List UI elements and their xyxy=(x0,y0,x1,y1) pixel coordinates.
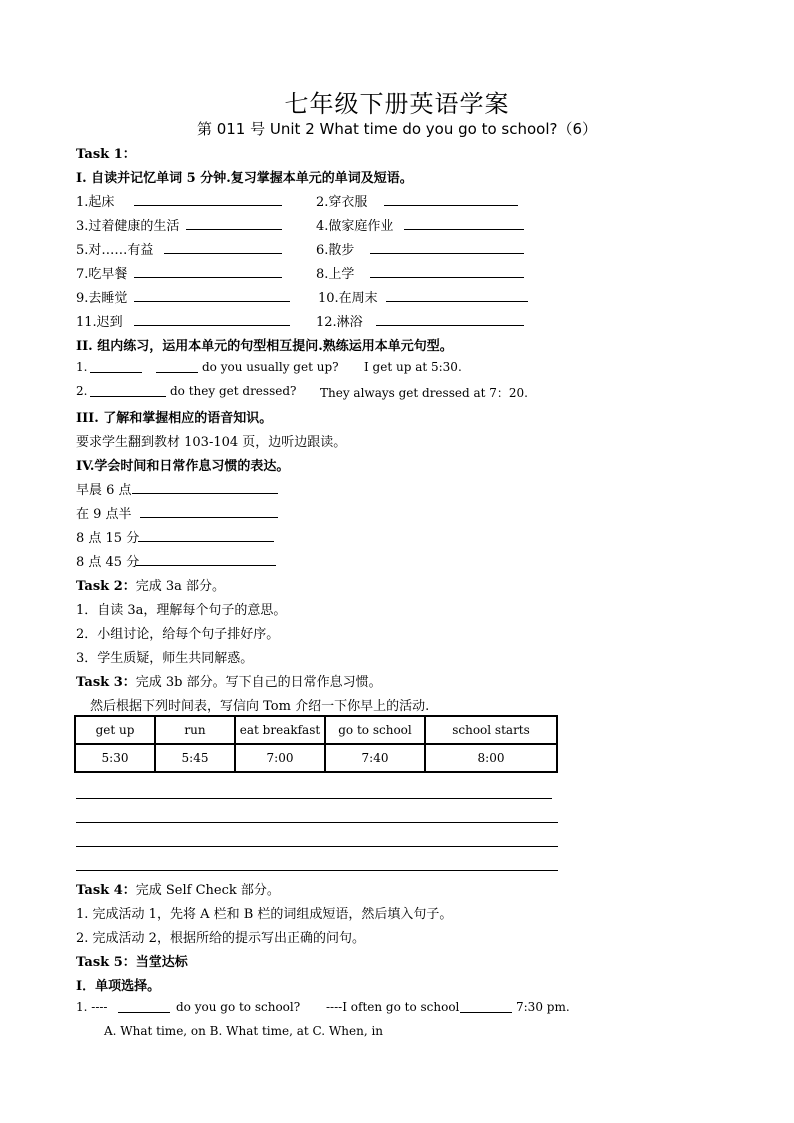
mcq1-num: 1. ---- xyxy=(76,1000,108,1014)
task1-label: Task 1： xyxy=(76,147,136,162)
task2-item: 1．自读 3a，理解每个句子的意思。 xyxy=(76,603,287,618)
vocab-blank[interactable] xyxy=(134,265,282,278)
vocab-blank[interactable] xyxy=(370,265,524,278)
schedule-table xyxy=(74,715,558,773)
writing-line[interactable] xyxy=(76,798,552,799)
task5-section1-heading: I．单项选择。 xyxy=(76,979,161,994)
vocab-blank[interactable] xyxy=(134,193,282,206)
mcq1-mid: do you go to school? xyxy=(176,1000,301,1014)
time-blank[interactable] xyxy=(132,481,278,494)
vocab-blank[interactable] xyxy=(134,289,290,302)
writing-line[interactable] xyxy=(76,822,558,823)
task2-line xyxy=(76,575,225,594)
vocab-blank[interactable] xyxy=(404,217,524,230)
vocab-item: 11.迟到 xyxy=(76,315,123,330)
table-cell: 8:00 xyxy=(425,744,557,772)
mcq1-options[interactable]: A. What time, on B. What time, at C. When, in xyxy=(104,1024,384,1038)
table-row xyxy=(75,716,557,744)
mcq1-end: 7:30 pm. xyxy=(516,1000,570,1014)
vocab-item: 12.淋浴 xyxy=(316,315,363,330)
vocab-item: 8.上学 xyxy=(316,267,355,282)
vocab-item: 1.起床 xyxy=(76,195,115,210)
vocab-item: 10.在周末 xyxy=(318,291,378,306)
task4-item: 2. 完成活动 2，根据所给的提示写出正确的问句。 xyxy=(76,931,365,946)
vocab-blank[interactable] xyxy=(134,313,290,326)
vocab-item: 7.吃早餐 xyxy=(76,267,128,282)
task1-section3-text: 要求学生翻到教材 103-104 页，边听边跟读。 xyxy=(76,435,347,450)
practice-q1-answer: I get up at 5:30. xyxy=(364,360,462,374)
practice-q2-num: 2. xyxy=(76,384,88,398)
table-cell: 5:30 xyxy=(75,744,155,772)
task3-line xyxy=(76,671,382,690)
practice-q2-answer: They always get dressed at 7：20. xyxy=(320,386,528,400)
table-header-cell: eat breakfast xyxy=(235,716,325,744)
vocab-item: 6.散步 xyxy=(316,243,355,258)
table-cell: 7:00 xyxy=(235,744,325,772)
practice-q1-blank-2[interactable] xyxy=(156,360,198,373)
vocab-item: 2.穿衣服 xyxy=(316,195,368,210)
practice-q1-text: do you usually get up? xyxy=(202,360,339,374)
time-blank[interactable] xyxy=(140,505,278,518)
task1-section3-heading: III. 了解和掌握相应的语音知识。 xyxy=(76,411,273,426)
mcq1-blank-2[interactable] xyxy=(460,1000,512,1013)
page-title: 七年级下册英语学案 xyxy=(284,90,510,118)
time-item: 8 点 15 分 xyxy=(76,531,140,546)
task1-section4-heading: IV.学会时间和日常作息习惯的表达。 xyxy=(76,459,290,474)
page-subtitle: 第 011 号 Unit 2 What time do you go to school?（6） xyxy=(196,120,598,138)
task4-item: 1. 完成活动 1，先将 A 栏和 B 栏的词组成短语，然后填入句子。 xyxy=(76,907,453,922)
practice-q2-blank[interactable] xyxy=(90,384,166,397)
task2-label: Task 2： xyxy=(76,579,136,594)
vocab-blank[interactable] xyxy=(370,241,524,254)
table-header-cell: go to school xyxy=(325,716,425,744)
practice-q2-text: do they get dressed? xyxy=(170,384,297,398)
task2-item: 3．学生质疑，师生共同解惑。 xyxy=(76,651,254,666)
table-cell: 7:40 xyxy=(325,744,425,772)
task4-text: 完成 Self Check 部分。 xyxy=(135,883,280,898)
vocab-blank[interactable] xyxy=(386,289,528,302)
task3-text2: 然后根据下列时间表，写信向 Tom 介绍一下你早上的活动. xyxy=(90,699,430,714)
table-header-cell: school starts xyxy=(425,716,557,744)
time-blank[interactable] xyxy=(138,529,274,542)
time-item: 在 9 点半 xyxy=(76,507,132,522)
vocab-blank[interactable] xyxy=(186,217,282,230)
practice-q1-num: 1. xyxy=(76,360,88,374)
task4-line xyxy=(76,879,280,898)
mcq1-answer: ----I often go to school xyxy=(326,1000,460,1014)
table-cell: 5:45 xyxy=(155,744,235,772)
writing-line[interactable] xyxy=(76,870,558,871)
task3-text: 完成 3b 部分。写下自己的日常作息习惯。 xyxy=(135,675,382,690)
task5-label: Task 5：当堂达标 xyxy=(76,955,188,970)
vocab-item: 4.做家庭作业 xyxy=(316,219,394,234)
time-item: 早晨 6 点 xyxy=(76,483,132,498)
task2-text: 完成 3a 部分。 xyxy=(135,579,226,594)
time-item: 8 点 45 分 xyxy=(76,555,140,570)
vocab-item: 9.去睡觉 xyxy=(76,291,128,306)
table-row xyxy=(75,744,557,772)
vocab-blank[interactable] xyxy=(376,313,524,326)
task1-section1-heading: I. 自读并记忆单词 5 分钟.复习掌握本单元的单词及短语。 xyxy=(76,171,413,186)
vocab-blank[interactable] xyxy=(384,193,518,206)
vocab-blank[interactable] xyxy=(164,241,282,254)
practice-q1-blank-1[interactable] xyxy=(90,360,142,373)
table-header-cell: run xyxy=(155,716,235,744)
vocab-item: 5.对……有益 xyxy=(76,243,154,258)
time-blank[interactable] xyxy=(136,553,276,566)
task2-item: 2．小组讨论，给每个句子排好序。 xyxy=(76,627,280,642)
vocab-item: 3.过着健康的生活 xyxy=(76,219,180,234)
task3-label: Task 3： xyxy=(76,675,136,690)
table-header-cell: get up xyxy=(75,716,155,744)
mcq1-blank-1[interactable] xyxy=(118,1000,170,1013)
writing-line[interactable] xyxy=(76,846,558,847)
task4-label: Task 4： xyxy=(76,883,136,898)
task1-section2-heading: II. 组内练习，运用本单元的句型相互提问.熟练运用本单元句型。 xyxy=(76,339,453,354)
